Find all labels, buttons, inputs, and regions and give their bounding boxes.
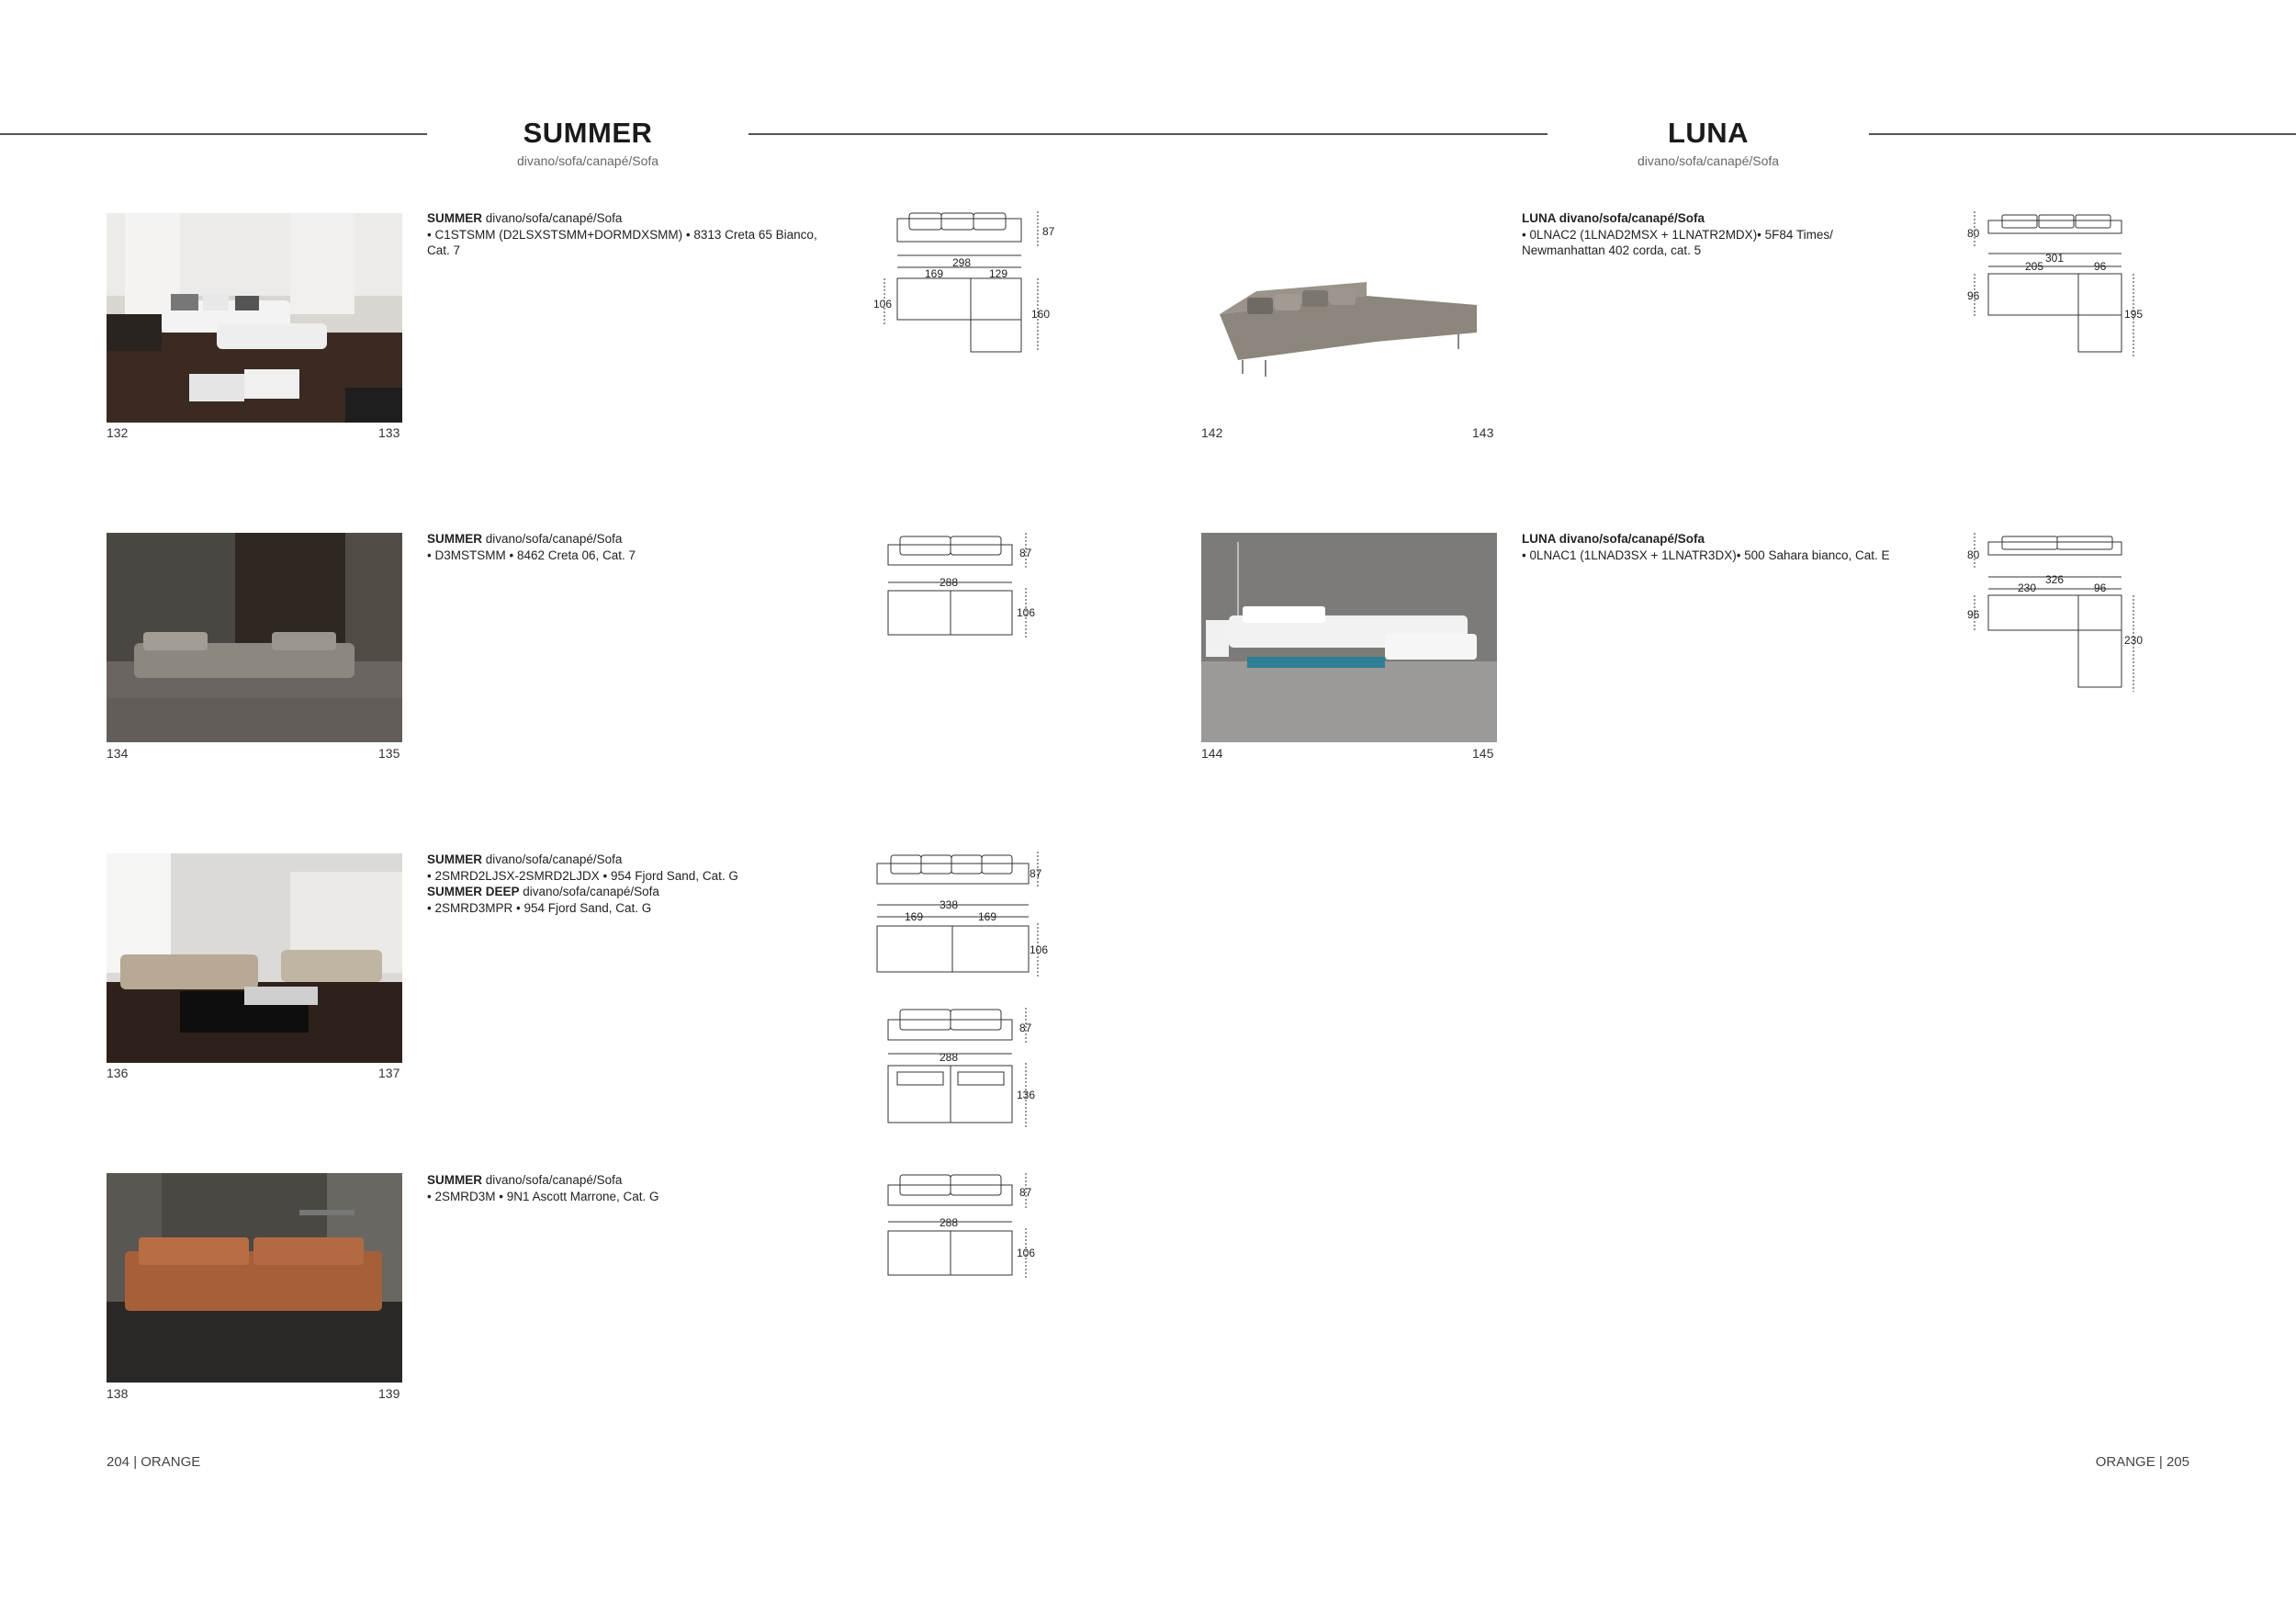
product-photo-luna-142 [1201, 213, 1497, 423]
product-photo-summer-132 [107, 213, 402, 423]
product-description [427, 852, 831, 916]
page-number-left: 132 [107, 425, 129, 440]
dim-depth: 96 [1967, 289, 1980, 302]
page-number-right: 133 [378, 425, 400, 440]
product-spec: • C1STSMM (D2LSXSTSMM+DORMDXSMM) • 8313 Creta 65 Bianco, [427, 227, 817, 242]
product-name: LUNA divano/sofa/canapé/Sofa [1522, 532, 1705, 546]
dim-depth: 106 [873, 298, 893, 310]
luna-subtitle: divano/sofa/canapé/Sofa [1637, 153, 1780, 168]
product-name: SUMMER [427, 852, 482, 866]
dim-height: 87 [1019, 547, 1032, 559]
dim-height: 87 [1030, 867, 1042, 880]
dim-a: 169 [905, 910, 924, 923]
header-rule-middle [748, 133, 1548, 135]
dim-a: 205 [2025, 260, 2044, 273]
product-name: LUNA divano/sofa/canapé/Sofa [1522, 211, 1705, 225]
summer-subtitle: divano/sofa/canapé/Sofa [516, 153, 659, 168]
product-spec: Newmanhattan 402 corda, cat. 5 [1522, 243, 1702, 257]
product-type: divano/sofa/canapé/Sofa [519, 885, 659, 898]
dim-depth: 106 [1030, 943, 1049, 956]
product-spec: • 2SMRD2LJSX-2SMRD2LJDX • 954 Fjord Sand, Cat. G [427, 868, 738, 883]
product-spec: • 2SMRD3MPR • 954 Fjord Sand, Cat. G [427, 900, 652, 915]
product-type: divano/sofa/canapé/Sofa [482, 211, 623, 225]
dim-height: 80 [1967, 227, 1980, 240]
dim-width: 288 [940, 1051, 959, 1064]
page-number-right: 139 [378, 1386, 400, 1401]
dim-e: 230 [2124, 634, 2144, 647]
dim-height: 80 [1967, 548, 1980, 561]
product-type: divano/sofa/canapé/Sofa [482, 532, 623, 546]
page-number-right: 143 [1472, 425, 1494, 440]
product-description [427, 531, 831, 563]
dim-b: 96 [2094, 260, 2107, 273]
luna-section-title [1552, 117, 1864, 168]
footer-left: 204 | ORANGE [107, 1454, 201, 1470]
technical-drawing-corner-sofa [868, 209, 1055, 356]
product-spec: • 0LNAC1 (1LNAD3SX + 1LNATR3DX)• 500 Sahara bianco, Cat. E [1522, 548, 1890, 562]
product-description [1522, 210, 1926, 259]
page-number-right: 145 [1472, 746, 1494, 761]
product-description [1522, 531, 1926, 563]
dim-e: 160 [1031, 308, 1051, 321]
product-name: SUMMER [427, 1173, 482, 1187]
product-photo-summer-136 [107, 853, 402, 1063]
product-photo-summer-138 [107, 1173, 402, 1383]
header-rule-left [0, 133, 427, 135]
summer-title: SUMMER [523, 117, 653, 149]
dim-height: 87 [1019, 1022, 1032, 1034]
product-spec: • 2SMRD3M • 9N1 Ascott Marrone, Cat. G [427, 1189, 659, 1203]
header-rule-right [1869, 133, 2296, 135]
page-number-left: 142 [1201, 425, 1223, 440]
dim-width: 301 [2045, 252, 2065, 265]
technical-drawing-sofa [877, 1171, 1052, 1286]
product-type: divano/sofa/canapé/Sofa [482, 852, 623, 866]
page-number-left: 134 [107, 746, 129, 761]
dim-height: 87 [1042, 225, 1055, 238]
dim-width: 288 [940, 576, 959, 589]
footer-right: ORANGE | 205 [2095, 1454, 2189, 1470]
dim-e: 195 [2124, 308, 2144, 321]
product-spec: Cat. 7 [427, 243, 461, 257]
dim-b: 129 [989, 267, 1008, 280]
dim-b: 169 [978, 910, 997, 923]
product-photo-summer-134 [107, 533, 402, 742]
product-description [427, 1172, 831, 1204]
product-name: SUMMER [427, 211, 482, 225]
dim-depth: 136 [1017, 1089, 1036, 1101]
dim-width: 288 [940, 1216, 959, 1229]
dim-depth: 106 [1017, 606, 1036, 619]
product-type: divano/sofa/canapé/Sofa [482, 1173, 623, 1187]
technical-drawing-sofa-deep [877, 1006, 1052, 1135]
page-number-right: 137 [378, 1066, 400, 1080]
technical-drawing-sofa [877, 531, 1052, 646]
luna-title: LUNA [1667, 117, 1750, 149]
product-description [427, 210, 831, 259]
page-number-right: 135 [378, 746, 400, 761]
dim-depth: 96 [1967, 608, 1980, 621]
dim-width: 338 [940, 898, 959, 911]
product-spec: • D3MSTSMM • 8462 Creta 06, Cat. 7 [427, 548, 636, 562]
dim-width: 298 [952, 256, 972, 269]
product-name: SUMMER DEEP [427, 885, 520, 898]
dim-a: 169 [925, 267, 944, 280]
technical-drawing-luna-corner [1961, 209, 2144, 366]
dim-a: 230 [2018, 581, 2037, 594]
dim-b: 96 [2094, 581, 2107, 594]
product-spec: • 0LNAC2 (1LNAD2MSX + 1LNATR2MDX)• 5F84 Times/ [1522, 227, 1833, 242]
dim-width: 326 [2045, 573, 2065, 586]
technical-drawing-luna-corner [1961, 531, 2144, 696]
technical-drawing-sofa [868, 850, 1052, 978]
product-name: SUMMER [427, 532, 482, 546]
page-number-left: 144 [1201, 746, 1223, 761]
page-number-left: 136 [107, 1066, 129, 1080]
product-photo-luna-144 [1201, 533, 1497, 742]
page-number-left: 138 [107, 1386, 129, 1401]
summer-section-title [432, 117, 744, 168]
dim-depth: 106 [1017, 1247, 1036, 1259]
dim-height: 87 [1019, 1186, 1032, 1199]
